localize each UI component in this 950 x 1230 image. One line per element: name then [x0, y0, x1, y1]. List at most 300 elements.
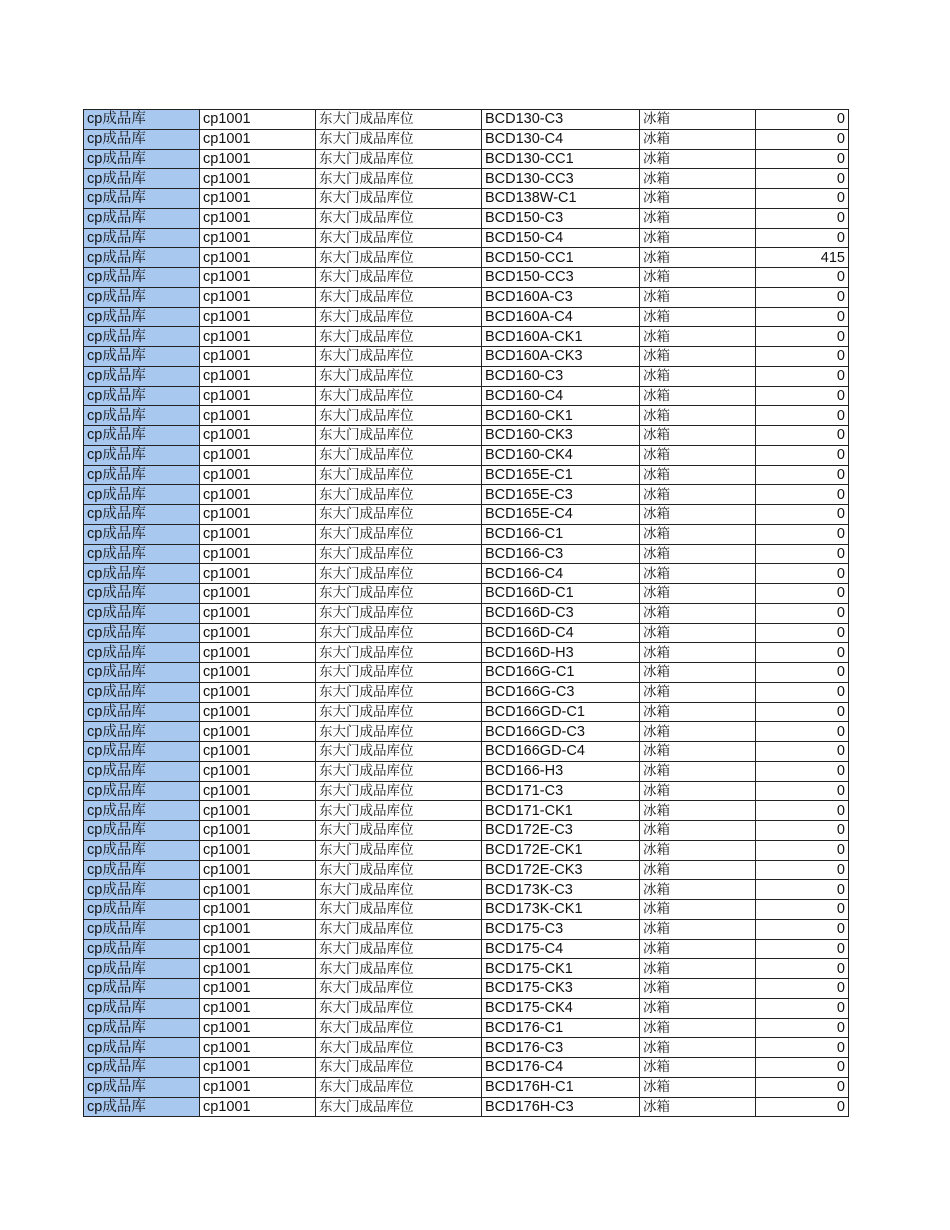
model-cell[interactable]: BCD166-C1	[482, 524, 640, 544]
quantity-cell[interactable]: 0	[756, 149, 849, 169]
warehouse-code-cell[interactable]: cp1001	[200, 110, 316, 130]
warehouse-code-cell[interactable]: cp1001	[200, 643, 316, 663]
model-cell[interactable]: BCD160-C3	[482, 366, 640, 386]
warehouse-cell[interactable]: cp成品库	[84, 900, 200, 920]
category-cell[interactable]: 冰箱	[640, 426, 756, 446]
model-cell[interactable]: BCD165E-C3	[482, 485, 640, 505]
category-cell[interactable]: 冰箱	[640, 840, 756, 860]
location-cell[interactable]: 东大门成品库位	[316, 1018, 482, 1038]
warehouse-cell[interactable]: cp成品库	[84, 801, 200, 821]
model-cell[interactable]: BCD150-CC1	[482, 248, 640, 268]
quantity-cell[interactable]: 0	[756, 840, 849, 860]
warehouse-cell[interactable]: cp成品库	[84, 840, 200, 860]
quantity-cell[interactable]: 0	[756, 505, 849, 525]
warehouse-code-cell[interactable]: cp1001	[200, 781, 316, 801]
model-cell[interactable]: BCD166D-C3	[482, 603, 640, 623]
quantity-cell[interactable]: 0	[756, 1077, 849, 1097]
location-cell[interactable]: 东大门成品库位	[316, 406, 482, 426]
warehouse-code-cell[interactable]: cp1001	[200, 544, 316, 564]
quantity-cell[interactable]: 0	[756, 900, 849, 920]
warehouse-code-cell[interactable]: cp1001	[200, 1038, 316, 1058]
quantity-cell[interactable]: 0	[756, 1038, 849, 1058]
warehouse-cell[interactable]: cp成品库	[84, 406, 200, 426]
category-cell[interactable]: 冰箱	[640, 1077, 756, 1097]
warehouse-code-cell[interactable]: cp1001	[200, 1077, 316, 1097]
quantity-cell[interactable]: 0	[756, 169, 849, 189]
quantity-cell[interactable]: 0	[756, 268, 849, 288]
quantity-cell[interactable]: 0	[756, 564, 849, 584]
model-cell[interactable]: BCD172E-C3	[482, 821, 640, 841]
model-cell[interactable]: BCD176-C1	[482, 1018, 640, 1038]
category-cell[interactable]: 冰箱	[640, 702, 756, 722]
quantity-cell[interactable]: 0	[756, 603, 849, 623]
warehouse-cell[interactable]: cp成品库	[84, 248, 200, 268]
model-cell[interactable]: BCD150-C3	[482, 208, 640, 228]
model-cell[interactable]: BCD171-C3	[482, 781, 640, 801]
model-cell[interactable]: BCD173K-CK1	[482, 900, 640, 920]
warehouse-cell[interactable]: cp成品库	[84, 643, 200, 663]
category-cell[interactable]: 冰箱	[640, 189, 756, 209]
warehouse-cell[interactable]: cp成品库	[84, 761, 200, 781]
quantity-cell[interactable]: 0	[756, 110, 849, 130]
location-cell[interactable]: 东大门成品库位	[316, 643, 482, 663]
quantity-cell[interactable]: 0	[756, 208, 849, 228]
category-cell[interactable]: 冰箱	[640, 366, 756, 386]
category-cell[interactable]: 冰箱	[640, 1058, 756, 1078]
location-cell[interactable]: 东大门成品库位	[316, 524, 482, 544]
warehouse-code-cell[interactable]: cp1001	[200, 1018, 316, 1038]
category-cell[interactable]: 冰箱	[640, 406, 756, 426]
location-cell[interactable]: 东大门成品库位	[316, 1077, 482, 1097]
location-cell[interactable]: 东大门成品库位	[316, 742, 482, 762]
location-cell[interactable]: 东大门成品库位	[316, 880, 482, 900]
quantity-cell[interactable]: 0	[756, 623, 849, 643]
quantity-cell[interactable]: 0	[756, 228, 849, 248]
model-cell[interactable]: BCD160-CK1	[482, 406, 640, 426]
warehouse-cell[interactable]: cp成品库	[84, 564, 200, 584]
model-cell[interactable]: BCD176-C4	[482, 1058, 640, 1078]
category-cell[interactable]: 冰箱	[640, 742, 756, 762]
warehouse-code-cell[interactable]: cp1001	[200, 327, 316, 347]
quantity-cell[interactable]: 0	[756, 129, 849, 149]
quantity-cell[interactable]: 0	[756, 347, 849, 367]
location-cell[interactable]: 东大门成品库位	[316, 445, 482, 465]
warehouse-code-cell[interactable]: cp1001	[200, 445, 316, 465]
warehouse-cell[interactable]: cp成品库	[84, 623, 200, 643]
location-cell[interactable]: 东大门成品库位	[316, 228, 482, 248]
model-cell[interactable]: BCD130-C3	[482, 110, 640, 130]
model-cell[interactable]: BCD160-C4	[482, 386, 640, 406]
warehouse-code-cell[interactable]: cp1001	[200, 386, 316, 406]
warehouse-cell[interactable]: cp成品库	[84, 129, 200, 149]
category-cell[interactable]: 冰箱	[640, 979, 756, 999]
quantity-cell[interactable]: 0	[756, 584, 849, 604]
warehouse-cell[interactable]: cp成品库	[84, 1038, 200, 1058]
quantity-cell[interactable]: 0	[756, 742, 849, 762]
category-cell[interactable]: 冰箱	[640, 939, 756, 959]
quantity-cell[interactable]: 0	[756, 998, 849, 1018]
category-cell[interactable]: 冰箱	[640, 959, 756, 979]
location-cell[interactable]: 东大门成品库位	[316, 1097, 482, 1117]
location-cell[interactable]: 东大门成品库位	[316, 939, 482, 959]
model-cell[interactable]: BCD166-C3	[482, 544, 640, 564]
warehouse-cell[interactable]: cp成品库	[84, 880, 200, 900]
location-cell[interactable]: 东大门成品库位	[316, 682, 482, 702]
quantity-cell[interactable]: 0	[756, 702, 849, 722]
location-cell[interactable]: 东大门成品库位	[316, 544, 482, 564]
model-cell[interactable]: BCD160A-CK3	[482, 347, 640, 367]
warehouse-code-cell[interactable]: cp1001	[200, 268, 316, 288]
location-cell[interactable]: 东大门成品库位	[316, 584, 482, 604]
quantity-cell[interactable]: 0	[756, 761, 849, 781]
category-cell[interactable]: 冰箱	[640, 623, 756, 643]
quantity-cell[interactable]: 0	[756, 366, 849, 386]
category-cell[interactable]: 冰箱	[640, 919, 756, 939]
model-cell[interactable]: BCD166-H3	[482, 761, 640, 781]
model-cell[interactable]: BCD150-CC3	[482, 268, 640, 288]
warehouse-cell[interactable]: cp成品库	[84, 485, 200, 505]
category-cell[interactable]: 冰箱	[640, 386, 756, 406]
warehouse-code-cell[interactable]: cp1001	[200, 900, 316, 920]
quantity-cell[interactable]: 0	[756, 781, 849, 801]
warehouse-code-cell[interactable]: cp1001	[200, 287, 316, 307]
quantity-cell[interactable]: 0	[756, 643, 849, 663]
model-cell[interactable]: BCD166GD-C3	[482, 722, 640, 742]
warehouse-cell[interactable]: cp成品库	[84, 189, 200, 209]
warehouse-cell[interactable]: cp成品库	[84, 702, 200, 722]
category-cell[interactable]: 冰箱	[640, 445, 756, 465]
model-cell[interactable]: BCD166-C4	[482, 564, 640, 584]
quantity-cell[interactable]: 0	[756, 287, 849, 307]
quantity-cell[interactable]: 0	[756, 663, 849, 683]
category-cell[interactable]: 冰箱	[640, 643, 756, 663]
location-cell[interactable]: 东大门成品库位	[316, 623, 482, 643]
warehouse-cell[interactable]: cp成品库	[84, 208, 200, 228]
quantity-cell[interactable]: 0	[756, 801, 849, 821]
model-cell[interactable]: BCD166GD-C1	[482, 702, 640, 722]
quantity-cell[interactable]: 0	[756, 860, 849, 880]
category-cell[interactable]: 冰箱	[640, 485, 756, 505]
model-cell[interactable]: BCD166D-C4	[482, 623, 640, 643]
quantity-cell[interactable]: 0	[756, 880, 849, 900]
location-cell[interactable]: 东大门成品库位	[316, 860, 482, 880]
category-cell[interactable]: 冰箱	[640, 465, 756, 485]
model-cell[interactable]: BCD160A-CK1	[482, 327, 640, 347]
model-cell[interactable]: BCD175-C3	[482, 919, 640, 939]
warehouse-cell[interactable]: cp成品库	[84, 1097, 200, 1117]
warehouse-code-cell[interactable]: cp1001	[200, 406, 316, 426]
model-cell[interactable]: BCD150-C4	[482, 228, 640, 248]
location-cell[interactable]: 东大门成品库位	[316, 386, 482, 406]
category-cell[interactable]: 冰箱	[640, 722, 756, 742]
category-cell[interactable]: 冰箱	[640, 821, 756, 841]
category-cell[interactable]: 冰箱	[640, 564, 756, 584]
model-cell[interactable]: BCD166D-H3	[482, 643, 640, 663]
warehouse-cell[interactable]: cp成品库	[84, 149, 200, 169]
warehouse-cell[interactable]: cp成品库	[84, 307, 200, 327]
quantity-cell[interactable]: 0	[756, 722, 849, 742]
location-cell[interactable]: 东大门成品库位	[316, 268, 482, 288]
warehouse-cell[interactable]: cp成品库	[84, 1018, 200, 1038]
category-cell[interactable]: 冰箱	[640, 603, 756, 623]
location-cell[interactable]: 东大门成品库位	[316, 761, 482, 781]
quantity-cell[interactable]: 0	[756, 386, 849, 406]
location-cell[interactable]: 东大门成品库位	[316, 1038, 482, 1058]
warehouse-code-cell[interactable]: cp1001	[200, 169, 316, 189]
warehouse-code-cell[interactable]: cp1001	[200, 584, 316, 604]
warehouse-code-cell[interactable]: cp1001	[200, 702, 316, 722]
quantity-cell[interactable]: 0	[756, 524, 849, 544]
location-cell[interactable]: 东大门成品库位	[316, 307, 482, 327]
model-cell[interactable]: BCD160-CK3	[482, 426, 640, 446]
warehouse-code-cell[interactable]: cp1001	[200, 426, 316, 446]
location-cell[interactable]: 东大门成品库位	[316, 465, 482, 485]
warehouse-cell[interactable]: cp成品库	[84, 110, 200, 130]
location-cell[interactable]: 东大门成品库位	[316, 149, 482, 169]
warehouse-cell[interactable]: cp成品库	[84, 722, 200, 742]
category-cell[interactable]: 冰箱	[640, 663, 756, 683]
warehouse-code-cell[interactable]: cp1001	[200, 959, 316, 979]
location-cell[interactable]: 东大门成品库位	[316, 485, 482, 505]
location-cell[interactable]: 东大门成品库位	[316, 998, 482, 1018]
model-cell[interactable]: BCD172E-CK1	[482, 840, 640, 860]
quantity-cell[interactable]: 0	[756, 485, 849, 505]
location-cell[interactable]: 东大门成品库位	[316, 347, 482, 367]
model-cell[interactable]: BCD165E-C4	[482, 505, 640, 525]
warehouse-cell[interactable]: cp成品库	[84, 426, 200, 446]
category-cell[interactable]: 冰箱	[640, 169, 756, 189]
location-cell[interactable]: 东大门成品库位	[316, 781, 482, 801]
location-cell[interactable]: 东大门成品库位	[316, 208, 482, 228]
warehouse-cell[interactable]: cp成品库	[84, 228, 200, 248]
warehouse-cell[interactable]: cp成品库	[84, 1077, 200, 1097]
category-cell[interactable]: 冰箱	[640, 228, 756, 248]
location-cell[interactable]: 东大门成品库位	[316, 248, 482, 268]
category-cell[interactable]: 冰箱	[640, 860, 756, 880]
model-cell[interactable]: BCD171-CK1	[482, 801, 640, 821]
location-cell[interactable]: 东大门成品库位	[316, 663, 482, 683]
warehouse-code-cell[interactable]: cp1001	[200, 465, 316, 485]
warehouse-cell[interactable]: cp成品库	[84, 998, 200, 1018]
warehouse-code-cell[interactable]: cp1001	[200, 761, 316, 781]
warehouse-cell[interactable]: cp成品库	[84, 386, 200, 406]
model-cell[interactable]: BCD160A-C3	[482, 287, 640, 307]
warehouse-code-cell[interactable]: cp1001	[200, 919, 316, 939]
location-cell[interactable]: 东大门成品库位	[316, 327, 482, 347]
category-cell[interactable]: 冰箱	[640, 307, 756, 327]
warehouse-code-cell[interactable]: cp1001	[200, 485, 316, 505]
model-cell[interactable]: BCD175-CK4	[482, 998, 640, 1018]
model-cell[interactable]: BCD138W-C1	[482, 189, 640, 209]
quantity-cell[interactable]: 0	[756, 327, 849, 347]
category-cell[interactable]: 冰箱	[640, 524, 756, 544]
category-cell[interactable]: 冰箱	[640, 761, 756, 781]
quantity-cell[interactable]: 0	[756, 1097, 849, 1117]
model-cell[interactable]: BCD130-CC3	[482, 169, 640, 189]
warehouse-code-cell[interactable]: cp1001	[200, 801, 316, 821]
quantity-cell[interactable]: 0	[756, 1018, 849, 1038]
location-cell[interactable]: 东大门成品库位	[316, 801, 482, 821]
warehouse-code-cell[interactable]: cp1001	[200, 979, 316, 999]
location-cell[interactable]: 东大门成品库位	[316, 110, 482, 130]
category-cell[interactable]: 冰箱	[640, 900, 756, 920]
location-cell[interactable]: 东大门成品库位	[316, 603, 482, 623]
model-cell[interactable]: BCD172E-CK3	[482, 860, 640, 880]
quantity-cell[interactable]: 0	[756, 821, 849, 841]
warehouse-cell[interactable]: cp成品库	[84, 268, 200, 288]
model-cell[interactable]: BCD176-C3	[482, 1038, 640, 1058]
warehouse-code-cell[interactable]: cp1001	[200, 564, 316, 584]
quantity-cell[interactable]: 415	[756, 248, 849, 268]
category-cell[interactable]: 冰箱	[640, 998, 756, 1018]
location-cell[interactable]: 东大门成品库位	[316, 366, 482, 386]
quantity-cell[interactable]: 0	[756, 544, 849, 564]
warehouse-cell[interactable]: cp成品库	[84, 1058, 200, 1078]
warehouse-code-cell[interactable]: cp1001	[200, 366, 316, 386]
category-cell[interactable]: 冰箱	[640, 781, 756, 801]
warehouse-cell[interactable]: cp成品库	[84, 584, 200, 604]
quantity-cell[interactable]: 0	[756, 465, 849, 485]
warehouse-cell[interactable]: cp成品库	[84, 979, 200, 999]
category-cell[interactable]: 冰箱	[640, 505, 756, 525]
model-cell[interactable]: BCD166GD-C4	[482, 742, 640, 762]
category-cell[interactable]: 冰箱	[640, 248, 756, 268]
category-cell[interactable]: 冰箱	[640, 327, 756, 347]
category-cell[interactable]: 冰箱	[640, 268, 756, 288]
warehouse-cell[interactable]: cp成品库	[84, 919, 200, 939]
quantity-cell[interactable]: 0	[756, 1058, 849, 1078]
location-cell[interactable]: 东大门成品库位	[316, 1058, 482, 1078]
location-cell[interactable]: 东大门成品库位	[316, 287, 482, 307]
category-cell[interactable]: 冰箱	[640, 880, 756, 900]
category-cell[interactable]: 冰箱	[640, 801, 756, 821]
warehouse-code-cell[interactable]: cp1001	[200, 623, 316, 643]
warehouse-cell[interactable]: cp成品库	[84, 347, 200, 367]
model-cell[interactable]: BCD160A-C4	[482, 307, 640, 327]
warehouse-cell[interactable]: cp成品库	[84, 524, 200, 544]
location-cell[interactable]: 东大门成品库位	[316, 169, 482, 189]
warehouse-code-cell[interactable]: cp1001	[200, 1097, 316, 1117]
warehouse-code-cell[interactable]: cp1001	[200, 347, 316, 367]
warehouse-cell[interactable]: cp成品库	[84, 169, 200, 189]
category-cell[interactable]: 冰箱	[640, 208, 756, 228]
model-cell[interactable]: BCD175-CK1	[482, 959, 640, 979]
model-cell[interactable]: BCD165E-C1	[482, 465, 640, 485]
warehouse-cell[interactable]: cp成品库	[84, 327, 200, 347]
category-cell[interactable]: 冰箱	[640, 1038, 756, 1058]
warehouse-cell[interactable]: cp成品库	[84, 939, 200, 959]
model-cell[interactable]: BCD166G-C3	[482, 682, 640, 702]
warehouse-cell[interactable]: cp成品库	[84, 742, 200, 762]
category-cell[interactable]: 冰箱	[640, 149, 756, 169]
model-cell[interactable]: BCD130-C4	[482, 129, 640, 149]
warehouse-code-cell[interactable]: cp1001	[200, 840, 316, 860]
warehouse-cell[interactable]: cp成品库	[84, 445, 200, 465]
warehouse-code-cell[interactable]: cp1001	[200, 682, 316, 702]
warehouse-code-cell[interactable]: cp1001	[200, 189, 316, 209]
location-cell[interactable]: 东大门成品库位	[316, 840, 482, 860]
warehouse-code-cell[interactable]: cp1001	[200, 129, 316, 149]
category-cell[interactable]: 冰箱	[640, 1018, 756, 1038]
location-cell[interactable]: 东大门成品库位	[316, 722, 482, 742]
warehouse-code-cell[interactable]: cp1001	[200, 603, 316, 623]
location-cell[interactable]: 东大门成品库位	[316, 505, 482, 525]
location-cell[interactable]: 东大门成品库位	[316, 959, 482, 979]
warehouse-code-cell[interactable]: cp1001	[200, 998, 316, 1018]
warehouse-code-cell[interactable]: cp1001	[200, 742, 316, 762]
model-cell[interactable]: BCD130-CC1	[482, 149, 640, 169]
model-cell[interactable]: BCD166D-C1	[482, 584, 640, 604]
model-cell[interactable]: BCD175-CK3	[482, 979, 640, 999]
quantity-cell[interactable]: 0	[756, 939, 849, 959]
quantity-cell[interactable]: 0	[756, 445, 849, 465]
quantity-cell[interactable]: 0	[756, 307, 849, 327]
location-cell[interactable]: 东大门成品库位	[316, 564, 482, 584]
model-cell[interactable]: BCD166G-C1	[482, 663, 640, 683]
model-cell[interactable]: BCD160-CK4	[482, 445, 640, 465]
model-cell[interactable]: BCD173K-C3	[482, 880, 640, 900]
warehouse-code-cell[interactable]: cp1001	[200, 880, 316, 900]
warehouse-cell[interactable]: cp成品库	[84, 287, 200, 307]
warehouse-code-cell[interactable]: cp1001	[200, 1058, 316, 1078]
warehouse-code-cell[interactable]: cp1001	[200, 939, 316, 959]
warehouse-code-cell[interactable]: cp1001	[200, 860, 316, 880]
category-cell[interactable]: 冰箱	[640, 110, 756, 130]
location-cell[interactable]: 东大门成品库位	[316, 919, 482, 939]
quantity-cell[interactable]: 0	[756, 189, 849, 209]
location-cell[interactable]: 东大门成品库位	[316, 979, 482, 999]
location-cell[interactable]: 东大门成品库位	[316, 129, 482, 149]
quantity-cell[interactable]: 0	[756, 919, 849, 939]
category-cell[interactable]: 冰箱	[640, 287, 756, 307]
quantity-cell[interactable]: 0	[756, 959, 849, 979]
model-cell[interactable]: BCD175-C4	[482, 939, 640, 959]
warehouse-cell[interactable]: cp成品库	[84, 959, 200, 979]
warehouse-cell[interactable]: cp成品库	[84, 663, 200, 683]
warehouse-code-cell[interactable]: cp1001	[200, 663, 316, 683]
category-cell[interactable]: 冰箱	[640, 1097, 756, 1117]
quantity-cell[interactable]: 0	[756, 426, 849, 446]
location-cell[interactable]: 东大门成品库位	[316, 821, 482, 841]
category-cell[interactable]: 冰箱	[640, 544, 756, 564]
warehouse-cell[interactable]: cp成品库	[84, 821, 200, 841]
warehouse-code-cell[interactable]: cp1001	[200, 307, 316, 327]
model-cell[interactable]: BCD176H-C3	[482, 1097, 640, 1117]
warehouse-cell[interactable]: cp成品库	[84, 366, 200, 386]
quantity-cell[interactable]: 0	[756, 682, 849, 702]
category-cell[interactable]: 冰箱	[640, 129, 756, 149]
category-cell[interactable]: 冰箱	[640, 347, 756, 367]
warehouse-code-cell[interactable]: cp1001	[200, 228, 316, 248]
warehouse-cell[interactable]: cp成品库	[84, 682, 200, 702]
warehouse-code-cell[interactable]: cp1001	[200, 821, 316, 841]
warehouse-cell[interactable]: cp成品库	[84, 781, 200, 801]
warehouse-code-cell[interactable]: cp1001	[200, 505, 316, 525]
location-cell[interactable]: 东大门成品库位	[316, 189, 482, 209]
warehouse-code-cell[interactable]: cp1001	[200, 149, 316, 169]
location-cell[interactable]: 东大门成品库位	[316, 900, 482, 920]
quantity-cell[interactable]: 0	[756, 979, 849, 999]
quantity-cell[interactable]: 0	[756, 406, 849, 426]
warehouse-code-cell[interactable]: cp1001	[200, 208, 316, 228]
warehouse-cell[interactable]: cp成品库	[84, 603, 200, 623]
warehouse-cell[interactable]: cp成品库	[84, 505, 200, 525]
warehouse-code-cell[interactable]: cp1001	[200, 248, 316, 268]
category-cell[interactable]: 冰箱	[640, 682, 756, 702]
warehouse-cell[interactable]: cp成品库	[84, 544, 200, 564]
category-cell[interactable]: 冰箱	[640, 584, 756, 604]
warehouse-cell[interactable]: cp成品库	[84, 860, 200, 880]
